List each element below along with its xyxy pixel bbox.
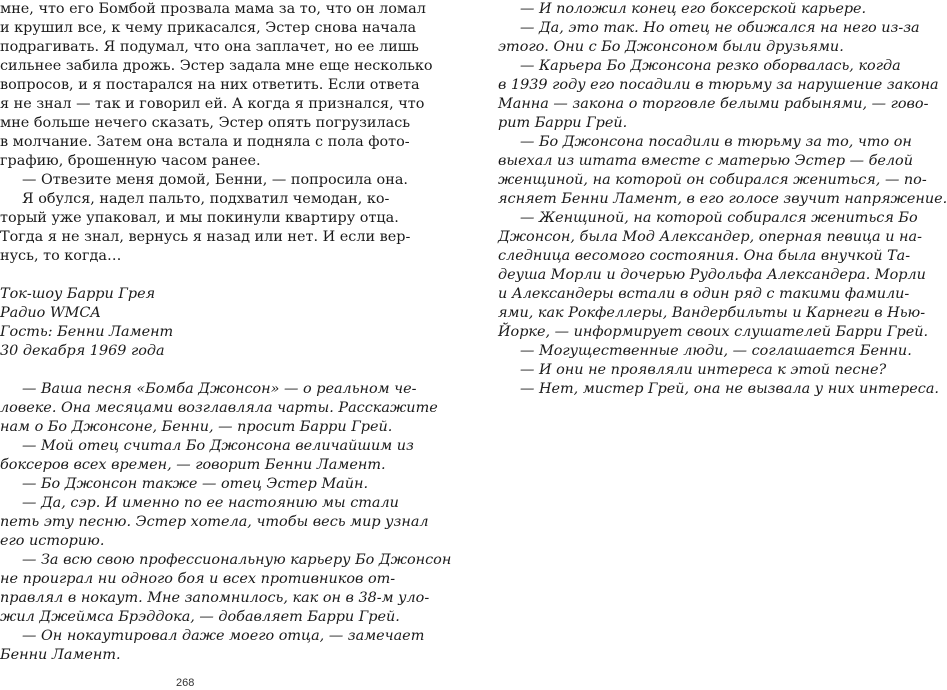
transcript-line: — И положил конец его боксерской карьере.: [520, 1, 867, 17]
text-line: я не знал — так и говорил ей. А когда я признался, что: [0, 96, 425, 112]
transcript-line: Бенни Ламент.: [0, 647, 121, 663]
paragraph-gap: [0, 361, 378, 380]
radio-station: Радио WMCA: [0, 305, 101, 321]
interview-transcript-continued: [498, 0, 947, 399]
paragraph-gap: [0, 266, 378, 285]
text-line: графию, брошенную часом ранее.: [0, 153, 261, 169]
transcript-line: и Александеры встали в один ряд с такими фамили-: [498, 286, 910, 302]
transcript-line: жил Джеймса Брэддока, — добавляет Барри Грей.: [0, 609, 400, 625]
transcript-line: — Бо Джонсон также — отец Эстер Майн.: [22, 476, 369, 492]
transcript-line: следница весомого состояния. Она была внучкой Та-: [498, 248, 911, 264]
transcript-line: выехал из штата вместе с матерью Эстер — белой: [498, 153, 913, 169]
text-line: мне больше нечего сказать, Эстер опять погрузилась: [0, 115, 411, 131]
transcript-line: нам о Бо Джонсоне, Бенни, — просит Барри Грей.: [0, 419, 393, 435]
transcript-line: — Он нокаутировал даже моего отца, — замечает: [22, 628, 425, 644]
text-line: подрагивать. Я подумал, что она заплачет, но ее лишь: [0, 39, 419, 55]
transcript-line: петь эту песню. Эстер хотела, чтобы весь мир узнал: [0, 514, 429, 530]
transcript-line: — Нет, мистер Грей, она не вызвала у них интереса.: [520, 381, 940, 397]
transcript-line: — Бо Джонсона посадили в тюрьму за то, что он: [520, 134, 912, 150]
transcript-line: — Ваша песня «Бомба Джонсон» — о реальном че-: [22, 381, 417, 397]
transcript-line: этого. Они с Бо Джонсоном были друзьями.: [498, 39, 844, 55]
transcript-line: Манна — закона о торговле белыми рабынями, — гово-: [498, 96, 929, 112]
transcript-line: Йорке, — информирует своих слушателей Барри Грей.: [498, 324, 929, 340]
text-line: нусь, то когда…: [0, 248, 122, 264]
transcript-line: ями, как Рокфеллеры, Вандербильты и Карнеги в Нью-: [498, 305, 926, 321]
transcript-line: в 1939 году его посадили в тюрьму за нарушение закона: [498, 77, 939, 93]
broadcast-header: [0, 285, 378, 361]
transcript-line: Джонсон, была Мод Александер, оперная певица и на-: [498, 229, 922, 245]
transcript-line: его историю.: [0, 533, 105, 549]
transcript-line: ловеке. Она месяцами возглавляла чарты. Расскажите: [0, 400, 438, 416]
transcript-line: деуша Морли и дочерью Рудольфа Александера. Морли: [498, 267, 926, 283]
text-line: сильнее забила дрожь. Эстер задала мне еще несколько: [0, 58, 433, 74]
text-line: и крушил все, к чему прикасался, Эстер снова начала: [0, 20, 417, 36]
text-line: — Отвезите меня домой, Бенни, — попросила она.: [22, 172, 408, 188]
transcript-line: — Мой отец считал Бо Джонсона величайшим из: [22, 438, 414, 454]
transcript-line: — За всю свою профессиональную карьеру Бо Джонсон: [22, 552, 452, 568]
show-title: Ток-шоу Барри Грея: [0, 286, 156, 302]
broadcast-date: 30 декабря 1969 года: [0, 343, 165, 359]
transcript-line: — Да, сэр. И именно по ее настоянию мы стали: [22, 495, 399, 511]
guest-name: Гость: Бенни Ламент: [0, 324, 174, 340]
transcript-line: не проиграл ни одного боя и всех противников от-: [0, 571, 396, 587]
transcript-line: женщиной, на которой он собирался жениться, — по-: [498, 172, 927, 188]
right-column: [498, 0, 947, 399]
text-line: торый уже упаковал, и мы покинули квартиру отца.: [0, 210, 399, 226]
text-line: Тогда я не знал, вернусь я назад или нет. И если вер-: [0, 229, 411, 245]
left-column: [0, 0, 452, 665]
transcript-line: — Карьера Бо Джонсона резко оборвалась, когда: [520, 58, 901, 74]
text-line: мне, что его Бомбой прозвала мама за то, что он ломал: [0, 1, 426, 17]
transcript-line: — И они не проявляли интереса к этой песне?: [520, 362, 887, 378]
page-number: 268: [176, 677, 195, 689]
interview-transcript: [0, 380, 452, 665]
text-line: Я обулся, надел пальто, подхватил чемодан, ко-: [22, 191, 390, 207]
transcript-line: — Женщиной, на которой собирался жениться Бо: [520, 210, 918, 226]
narrative-text: [0, 0, 433, 266]
text-line: в молчание. Затем она встала и подняла с пола фото-: [0, 134, 410, 150]
text-line: вопросов, и я постарался на них ответить. Если ответа: [0, 77, 420, 93]
transcript-line: боксеров всех времен, — говорит Бенни Ламент.: [0, 457, 386, 473]
transcript-line: — Да, это так. Но отец не обижался на него из-за: [520, 20, 920, 36]
transcript-line: ясняет Бенни Ламент, в его голосе звучит напряжение.: [498, 191, 947, 207]
transcript-line: правлял в нокаут. Мне запомнилось, как он в 38-м уло-: [0, 590, 430, 606]
transcript-line: рит Барри Грей.: [498, 115, 628, 131]
transcript-line: — Могущественные люди, — соглашается Бенни.: [520, 343, 912, 359]
